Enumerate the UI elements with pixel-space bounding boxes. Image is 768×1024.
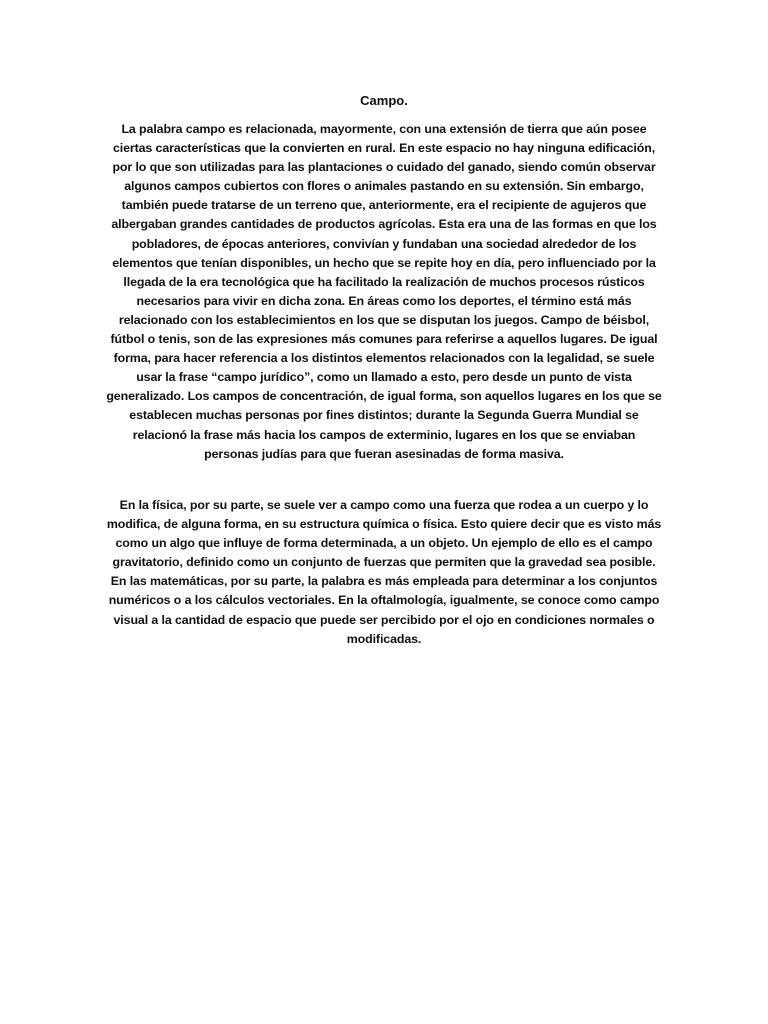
paragraph-1: La palabra campo es relacionada, mayormente, con una extensión de tierra que aún posee ciertas características que la convierten en rural. En este espacio no hay ninguna edificación, por lo que son utilizadas para las plantaciones o cuidado del ganado, siendo común observar algunos campos cubiertos con flores o animales pastando en su extensión. Sin embargo, también puede tratarse de un terreno que, anteriormente, era el recipiente de agujeros que albergaban grandes cantidades de productos agrícolas. Esta era una de las formas en que los pobladores, de épocas anteriores, convivían y fundaban una sociedad alrededor de los elementos que tenían disponibles, un hecho que se repite hoy en día, pero influenciado por la llegada de la era tecnológica que ha facilitado la realización de muchos procesos rústicos necesarios para vivir en dicha zona. En áreas como los deportes, el término está más relacionado con los establecimientos en los que se disputan los juegos. Campo de béisbol, fútbol o tenis, son de las expresiones más comunes para referirse a aquellos lugares. De igual forma, para hacer referencia a los distintos elementos relacionados con la legalidad, se suele usar la frase “campo jurídico”, como un llamado a esto, pero desde un punto de vista generalizado. Los campos de concentración, de igual forma, son aquellos lugares en los que se establecen muchas personas por fines distintos; durante la Segunda Guerra Mundial se relacionó la frase más hacia los campos de exterminio, lugares en los que se enviaban personas judías para que fueran asesinadas de forma masiva. xyxy=(106,122,662,461)
document-title: Campo. xyxy=(360,93,408,108)
paragraph-2: En la física, por su parte, se suele ver a campo como una fuerza que rodea a un cuerpo y lo modifica, de alguna forma, en su estructura química o física. Esto quiere decir que es visto más como un algo que influye de forma determinada, a un objeto. Un ejemplo de ello es el campo gravitatorio, definido como un conjunto de fuerzas que permiten que la gravedad sea posible. En las matemáticas, por su parte, la palabra es más empleada para determinar a los conjuntos numéricos o a los cálculos vectoriales. En la oftalmología, igualmente, se conoce como campo visual a la cantidad de espacio que puede ser percibido por el ojo en condiciones normales o modificadas. xyxy=(106,498,662,646)
